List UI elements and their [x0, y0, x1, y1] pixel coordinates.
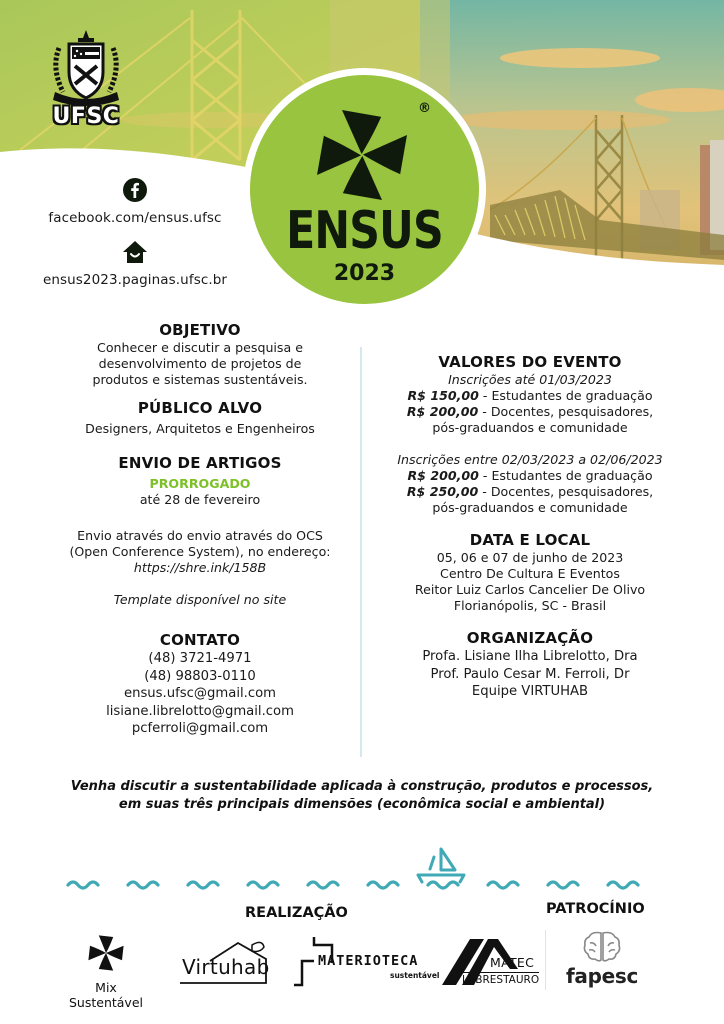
price-row: [375, 468, 685, 484]
section-title: CONTATO: [159, 631, 241, 649]
price: R$ 200,00: [407, 468, 479, 483]
ufsc-crest-icon: [45, 28, 127, 108]
materioteca-subtitle: sustentável: [390, 971, 440, 980]
section-valores: [375, 352, 685, 516]
section-organizacao: [375, 628, 685, 701]
ufsc-wordmark: UFSC: [52, 104, 120, 129]
section-title: ORGANIZAÇÃO: [466, 629, 594, 647]
waves-boat-decoration: [60, 845, 670, 895]
section-title: OBJETIVO: [159, 321, 241, 339]
matec-name: MATEC: [490, 955, 535, 970]
mix-sustentavel-name: Mix Sustentável: [68, 980, 143, 1010]
section-title: DATA E LOCAL: [469, 531, 591, 549]
price: R$ 150,00: [407, 388, 479, 403]
tagline-line: Venha discutir a sustentabilidade aplicada à construção, produtos e processos,: [70, 779, 654, 794]
period-label: Inscrições até 01/03/2023: [448, 372, 612, 387]
section-envio-artigos: [50, 453, 350, 608]
column-divider: [360, 347, 362, 757]
objetivo-line: Conhecer e discutir a pesquisa e: [97, 340, 303, 355]
price-row: [375, 388, 685, 404]
logo-mix-sustentavel: [60, 932, 152, 1010]
tagline-line: em suas três principais dimensões (econômica social e ambiental): [118, 797, 606, 812]
price: R$ 200,00: [406, 404, 479, 419]
logo-materioteca: [292, 935, 440, 990]
logo-matec-labrestauro: [440, 935, 540, 990]
section-title: PÚBLICO ALVO: [137, 399, 263, 417]
date-text: 05, 06 e 07 de junho de 2023: [436, 550, 624, 565]
logo-virtuhab: [178, 937, 273, 992]
price-desc: - Docentes, pesquisadores,: [478, 404, 654, 419]
facebook-icon[interactable]: [123, 178, 147, 202]
registered-mark: ®: [418, 101, 431, 116]
section-data-local: [375, 530, 685, 614]
matec-subtitle: LABRESTAURO: [462, 974, 540, 986]
home-icon[interactable]: [123, 240, 147, 264]
contact-email[interactable]: ensus.ufsc@gmail.com: [123, 686, 277, 701]
virtuhab-name: Virtuhab: [182, 955, 270, 979]
venue-line: Centro De Cultura E Eventos: [440, 566, 620, 581]
pinwheel-icon: [312, 105, 412, 205]
price-desc: - Docentes, pesquisadores,: [478, 484, 654, 499]
contact-email[interactable]: lisiane.librelotto@gmail.com: [106, 703, 294, 719]
price: R$ 250,00: [406, 484, 479, 499]
period-label: Inscrições entre 02/03/2023 a 02/06/2023: [397, 452, 663, 467]
section-objetivo: [50, 320, 350, 388]
event-year: 2023: [333, 261, 396, 286]
facebook-link[interactable]: facebook.com/ensus.ufsc: [48, 210, 222, 226]
organizer-line: Profa. Lisiane Ilha Librelotto, Dra: [422, 649, 638, 664]
price-desc: - Estudantes de graduação: [478, 468, 653, 483]
contact-phone[interactable]: (48) 3721-4971: [148, 651, 252, 666]
template-note: Template disponível no site: [113, 592, 287, 607]
deadline-text: até 28 de fevereiro: [139, 492, 261, 507]
status-badge: PRORROGADO: [149, 476, 251, 491]
submission-url-link[interactable]: https://shre.ink/158B: [133, 560, 267, 575]
objetivo-line: produtos e sistemas sustentáveis.: [92, 372, 308, 387]
patrocinio-label: PATROCÍNIO: [546, 901, 645, 917]
materioteca-name: MATERIOTECA: [318, 953, 419, 969]
right-column: [375, 352, 685, 701]
section-contato: [50, 630, 350, 738]
price-row: [375, 484, 685, 500]
brain-icon: [582, 930, 622, 964]
mix-sustentavel-pinwheel-icon: [86, 932, 126, 974]
price-desc-cont: pós-graduandos e comunidade: [432, 500, 628, 515]
left-column: [50, 320, 350, 738]
venue-line: Reitor Luiz Carlos Cancelier De Olivo: [414, 582, 646, 597]
fapesc-name: fapesc: [565, 964, 639, 988]
section-publico-alvo: [50, 398, 350, 437]
price-desc-cont: pós-graduandos e comunidade: [432, 420, 628, 435]
realizacao-label: REALIZAÇÃO: [245, 905, 348, 921]
city-line: Florianópolis, SC - Brasil: [453, 598, 607, 613]
submission-line: Envio através do envio através do OCS: [77, 528, 323, 543]
publico-alvo-text: Designers, Arquitetos e Engenheiros: [85, 421, 315, 436]
organizer-line: Prof. Paulo Cesar M. Ferroli, Dr: [430, 666, 630, 682]
sailboat-icon: [418, 849, 464, 882]
sponsor-divider: [545, 930, 546, 990]
organizer-line: Equipe VIRTUHAB: [471, 684, 589, 699]
section-title: ENVIO DE ARTIGOS: [118, 454, 282, 472]
social-links: [40, 178, 230, 288]
tagline: [20, 778, 704, 814]
section-title: VALORES DO EVENTO: [438, 353, 622, 371]
website-link[interactable]: ensus2023.paginas.ufsc.br: [42, 272, 228, 288]
event-name: ENSUS: [286, 201, 443, 261]
objetivo-line: desenvolvimento de projetos de: [98, 356, 302, 371]
price-row: [375, 404, 685, 420]
logo-fapesc: [562, 930, 642, 992]
event-badge: [243, 68, 486, 311]
price-desc: - Estudantes de graduação: [478, 388, 653, 403]
contact-phone[interactable]: (48) 98803-0110: [144, 668, 256, 684]
ufsc-logo: [45, 28, 127, 136]
contact-email[interactable]: pcferroli@gmail.com: [131, 721, 269, 736]
submission-line: (Open Conference System), no endereço:: [69, 544, 331, 559]
